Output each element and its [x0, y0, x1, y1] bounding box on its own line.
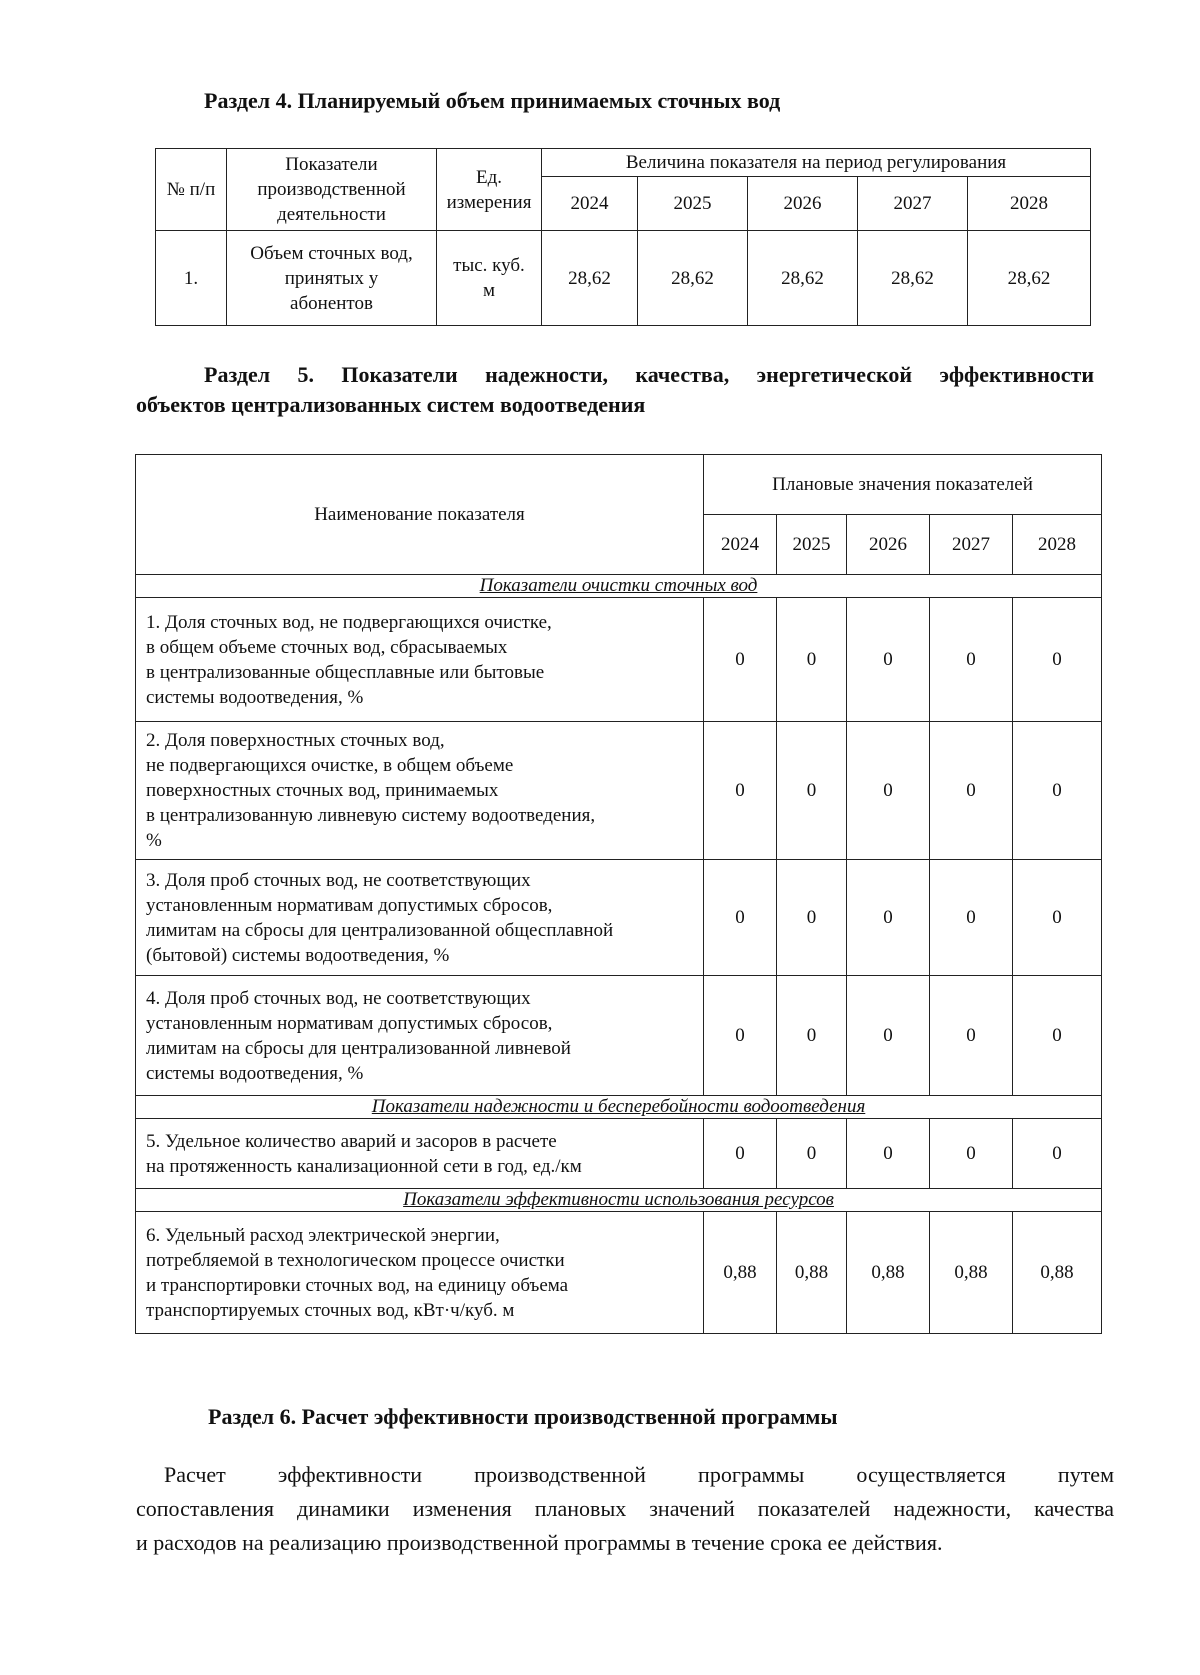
- value-cell: 0: [847, 976, 930, 1096]
- indicator-name-line: потребляемой в технологическом процессе очистки: [146, 1249, 565, 1271]
- year-header: 2026: [847, 515, 930, 575]
- value-cell: 0: [777, 860, 847, 976]
- indicator-name-line: в общем объеме сточных вод, сбрасываемых: [146, 636, 508, 658]
- group-title: Показатели очистки сточных вод: [136, 575, 1102, 598]
- header-period: Величина показателя на период регулирования: [542, 149, 1091, 177]
- header-name: Наименование показателя: [136, 455, 704, 575]
- table-row: [136, 1119, 1102, 1189]
- value-cell: 0: [930, 1119, 1013, 1189]
- year-header: 2027: [930, 515, 1013, 575]
- year-header: 2024: [542, 177, 638, 231]
- value-cell: 0: [777, 722, 847, 860]
- value-cell: 28,62: [858, 231, 968, 326]
- indicators-table: [135, 454, 1102, 1334]
- table-row: [136, 860, 1102, 976]
- value-cell: 0: [704, 1119, 777, 1189]
- value-cell: 0: [1013, 976, 1102, 1096]
- indicator-name-line: на протяженность канализационной сети в год, ед./км: [146, 1155, 582, 1177]
- indicator-name-line: 6. Удельный расход электрической энергии,: [146, 1224, 500, 1246]
- value-cell: 0: [777, 598, 847, 722]
- section5-title-line: Раздел 5. Показатели надежности, качества, энергетической эффективности: [204, 362, 1094, 387]
- group-header-row: [136, 1096, 1102, 1119]
- indicator-name-line: (бытовой) системы водоотведения, %: [146, 944, 450, 966]
- table-row: [136, 722, 1102, 860]
- value-cell: 0: [847, 860, 930, 976]
- value-cell: 0,88: [930, 1212, 1013, 1334]
- value-cell: 0: [930, 860, 1013, 976]
- indicator-name-line: не подвергающихся очистке, в общем объеме: [146, 755, 514, 776]
- indicator-name-line: установленным нормативам допустимых сбросов,: [146, 894, 553, 916]
- indicator-name-line: лимитам на сбросы для централизованной общесплавной: [146, 919, 614, 941]
- group-header-row: [136, 1189, 1102, 1212]
- value-cell: 28,62: [748, 231, 858, 326]
- indicator-name: [136, 1212, 704, 1334]
- value-cell: 0: [1013, 860, 1102, 976]
- value-cell: 0: [1013, 598, 1102, 722]
- value-cell: 0: [704, 722, 777, 860]
- table-row: [136, 598, 1102, 722]
- section4-title: Раздел 4. Планируемый объем принимаемых сточных вод: [204, 88, 781, 113]
- row-num: 1.: [156, 231, 227, 326]
- indicator-name: [136, 860, 704, 976]
- year-header: 2028: [1013, 515, 1102, 575]
- table-row: [156, 231, 1091, 326]
- value-cell: 0: [1013, 1119, 1102, 1189]
- paragraph-line: и расходов на реализацию производственной программы в течение срока ее действия.: [136, 1530, 943, 1555]
- value-cell: 28,62: [542, 231, 638, 326]
- indicator-name-line: 3. Доля проб сточных вод, не соответствующих: [146, 869, 531, 891]
- year-header: 2025: [777, 515, 847, 575]
- indicator-name-line: установленным нормативам допустимых сбросов,: [146, 1012, 553, 1034]
- section5-title: [136, 360, 1094, 420]
- header-planned: Плановые значения показателей: [704, 455, 1102, 515]
- value-cell: 28,62: [638, 231, 748, 326]
- indicator-name-line: в централизованные общесплавные или бытовые: [146, 661, 545, 683]
- header-indicator: Показатели производственной деятельности: [227, 149, 437, 231]
- header-unit: Ед. измерения: [437, 149, 542, 231]
- paragraph-line: Расчет эффективности производственной программы осуществляется путем: [164, 1462, 1114, 1487]
- value-cell: 0,88: [847, 1212, 930, 1334]
- indicator-name: [136, 1119, 704, 1189]
- paragraph-line: сопоставления динамики изменения плановых значений показателей надежности, качества: [136, 1496, 1114, 1521]
- year-header: 2028: [968, 177, 1091, 231]
- section6-title: Раздел 6. Расчет эффективности производственной программы: [208, 1404, 838, 1429]
- year-header: 2024: [704, 515, 777, 575]
- row-unit: тыс. куб. м: [437, 231, 542, 326]
- table-row: [136, 976, 1102, 1096]
- value-cell: 0,88: [704, 1212, 777, 1334]
- value-cell: 0: [930, 976, 1013, 1096]
- group-title: Показатели надежности и бесперебойности водоотведения: [136, 1096, 1102, 1119]
- group-title: Показатели эффективности использования ресурсов: [136, 1189, 1102, 1212]
- value-cell: 0: [930, 598, 1013, 722]
- value-cell: 0: [847, 1119, 930, 1189]
- value-cell: 0,88: [1013, 1212, 1102, 1334]
- indicator-name-line: поверхностных сточных вод, принимаемых: [146, 780, 499, 801]
- indicator-name-line: 1. Доля сточных вод, не подвергающихся очистке,: [146, 611, 552, 633]
- value-cell: 0: [777, 976, 847, 1096]
- indicator-name-line: системы водоотведения, %: [146, 1062, 364, 1084]
- value-cell: 28,62: [968, 231, 1091, 326]
- indicator-name-line: 2. Доля поверхностных сточных вод,: [146, 730, 445, 751]
- section5-title-line: объектов централизованных систем водоотведения: [136, 392, 646, 417]
- value-cell: 0: [704, 598, 777, 722]
- header-num: № п/п: [156, 149, 227, 231]
- indicator-name-line: %: [146, 830, 162, 851]
- value-cell: 0: [1013, 722, 1102, 860]
- row-name: Объем сточных вод, принятых у абонентов: [227, 231, 437, 326]
- group-header-row: [136, 575, 1102, 598]
- indicator-name-line: и транспортировки сточных вод, на единицу объема: [146, 1274, 569, 1296]
- year-header: 2027: [858, 177, 968, 231]
- indicator-name: [136, 722, 704, 860]
- indicator-name-line: 5. Удельное количество аварий и засоров в расчете: [146, 1130, 557, 1152]
- section6-paragraph: [136, 1458, 1114, 1560]
- value-cell: 0: [847, 722, 930, 860]
- value-cell: 0: [847, 598, 930, 722]
- value-cell: 0: [930, 722, 1013, 860]
- year-header: 2026: [748, 177, 858, 231]
- indicator-name: [136, 598, 704, 722]
- value-cell: 0: [704, 976, 777, 1096]
- indicator-name-line: в централизованную ливневую систему водоотведения,: [146, 805, 596, 826]
- value-cell: 0: [704, 860, 777, 976]
- value-cell: 0: [777, 1119, 847, 1189]
- planned-volume-table: [155, 148, 1091, 326]
- indicator-name-line: системы водоотведения, %: [146, 686, 364, 708]
- indicator-name-line: лимитам на сбросы для централизованной ливневой: [146, 1037, 571, 1059]
- indicator-name: [136, 976, 704, 1096]
- table-row: [136, 1212, 1102, 1334]
- year-header: 2025: [638, 177, 748, 231]
- indicator-name-line: транспортируемых сточных вод, кВт·ч/куб. м: [146, 1299, 515, 1321]
- indicator-name-line: 4. Доля проб сточных вод, не соответствующих: [146, 987, 531, 1009]
- value-cell: 0,88: [777, 1212, 847, 1334]
